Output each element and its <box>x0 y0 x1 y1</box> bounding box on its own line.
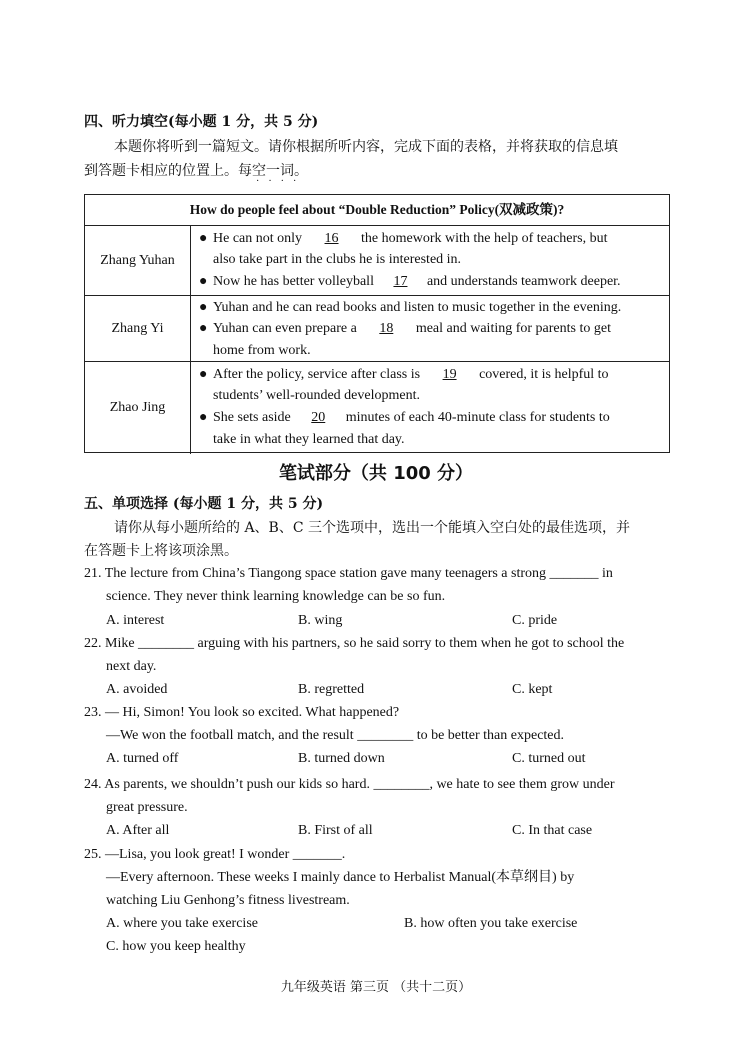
bullet-icon: ● <box>199 300 208 315</box>
question-25-line2: —Every afternoon. These weeks I mainly dance to Herbalist Manual(本草纲目) by <box>106 870 575 885</box>
option-a[interactable]: A. avoided <box>106 682 168 697</box>
written-part-title: 笔试部分（共 100 分） <box>278 463 474 484</box>
option-b[interactable]: B. regretted <box>298 682 365 697</box>
row-line: ● Yuhan and he can read books and listen to music together in the evening. <box>199 298 621 318</box>
option-c[interactable]: C. kept <box>512 682 553 697</box>
table-title: How do people feel about “Double Reduction” Policy(双减政策)? <box>85 195 669 226</box>
question-22-line2: next day. <box>106 659 157 674</box>
section5-instruction-line2: 在答题卡上将该项涂黑。 <box>84 543 238 559</box>
row-content <box>191 296 669 361</box>
question-22: 22. Mike ________ arguing with his partners, so he said sorry to them when he got to school the <box>84 636 625 651</box>
option-b[interactable]: B. turned down <box>298 751 385 766</box>
row-line: ● Now he has better volleyball 17 and understands teamwork deeper. <box>199 272 621 292</box>
section5-heading: 五、单项选择 (每小题 1 分，共 5 分) <box>84 496 324 512</box>
question-25-line3: watching Liu Genhong’s fitness livestream. <box>106 893 350 908</box>
question-23: 23. — Hi, Simon! You look so excited. What happened? <box>84 705 400 720</box>
blank-18[interactable]: 18 <box>379 321 394 336</box>
question-21-line2: science. They never think learning knowledge can be so fun. <box>106 589 446 604</box>
bullet-icon: ● <box>199 367 208 382</box>
row-line: students’ well-rounded development. <box>213 388 420 403</box>
bullet-icon: ● <box>199 321 208 336</box>
row-content <box>191 362 669 454</box>
table-row <box>85 296 669 362</box>
option-a[interactable]: A. interest <box>106 613 165 628</box>
row-line: ● He can not only 16 the homework with the help of teachers, but <box>199 229 608 249</box>
listening-table <box>84 194 670 453</box>
row-line: ● Yuhan can even prepare a 18 meal and waiting for parents to get <box>199 319 611 339</box>
option-b[interactable]: B. wing <box>298 613 343 628</box>
section4-instruction-line1: 本题你将听到一篇短文。请你根据所听内容，完成下面的表格，并将获取的信息填 <box>114 139 618 155</box>
blank-17[interactable]: 17 <box>393 274 408 289</box>
table-row <box>85 226 669 296</box>
bullet-icon: ● <box>199 231 208 246</box>
row-content <box>191 226 669 295</box>
row-name: Zhao Jing <box>85 362 191 454</box>
page-footer: 九年级英语 第三页 （共十二页） <box>280 980 472 995</box>
question-25: 25. —Lisa, you look great! I wonder _______. <box>84 847 346 862</box>
emphasis-dots: ···· <box>256 176 306 187</box>
row-name: Zhang Yi <box>85 296 191 361</box>
option-a[interactable]: A. turned off <box>106 751 179 766</box>
section4-instruction-line2: 到答题卡相应的位置上。每空一词。 <box>84 163 308 179</box>
question-24-line2: great pressure. <box>106 800 188 815</box>
option-c[interactable]: C. turned out <box>512 751 586 766</box>
option-b[interactable]: B. how often you take exercise <box>404 916 578 931</box>
table-row <box>85 362 669 454</box>
row-line: home from work. <box>213 343 311 358</box>
option-b[interactable]: B. First of all <box>298 823 373 838</box>
row-line: also take part in the clubs he is interested in. <box>213 252 462 267</box>
blank-20[interactable]: 20 <box>311 410 326 425</box>
bullet-icon: ● <box>199 410 208 425</box>
row-line: ● She sets aside 20 minutes of each 40-minute class for students to <box>199 408 610 428</box>
option-a[interactable]: A. where you take exercise <box>106 916 258 931</box>
section4-heading: 四、听力填空(每小题 1 分，共 5 分) <box>84 114 319 130</box>
blank-19[interactable]: 19 <box>442 367 457 382</box>
row-name: Zhang Yuhan <box>85 226 191 295</box>
question-21: 21. The lecture from China’s Tiangong space station gave many teenagers a strong _______ in <box>84 566 613 581</box>
section5-instruction-line1: 请你从每小题所给的 A、B、C 三个选项中，选出一个能填入空白处的最佳选项，并 <box>114 520 631 536</box>
option-c[interactable]: C. In that case <box>512 823 593 838</box>
option-c[interactable]: C. pride <box>512 613 558 628</box>
row-line: take in what they learned that day. <box>213 432 405 447</box>
option-c[interactable]: C. how you keep healthy <box>106 939 246 954</box>
row-line: ● After the policy, service after class is 19 covered, it is helpful to <box>199 365 609 385</box>
option-a[interactable]: A. After all <box>106 823 170 838</box>
question-23-line2: —We won the football match, and the result ________ to be better than expected. <box>106 728 565 743</box>
blank-16[interactable]: 16 <box>324 231 339 246</box>
bullet-icon: ● <box>199 274 208 289</box>
question-24: 24. As parents, we shouldn’t push our kids so hard. ________, we hate to see them grow under <box>84 777 615 792</box>
